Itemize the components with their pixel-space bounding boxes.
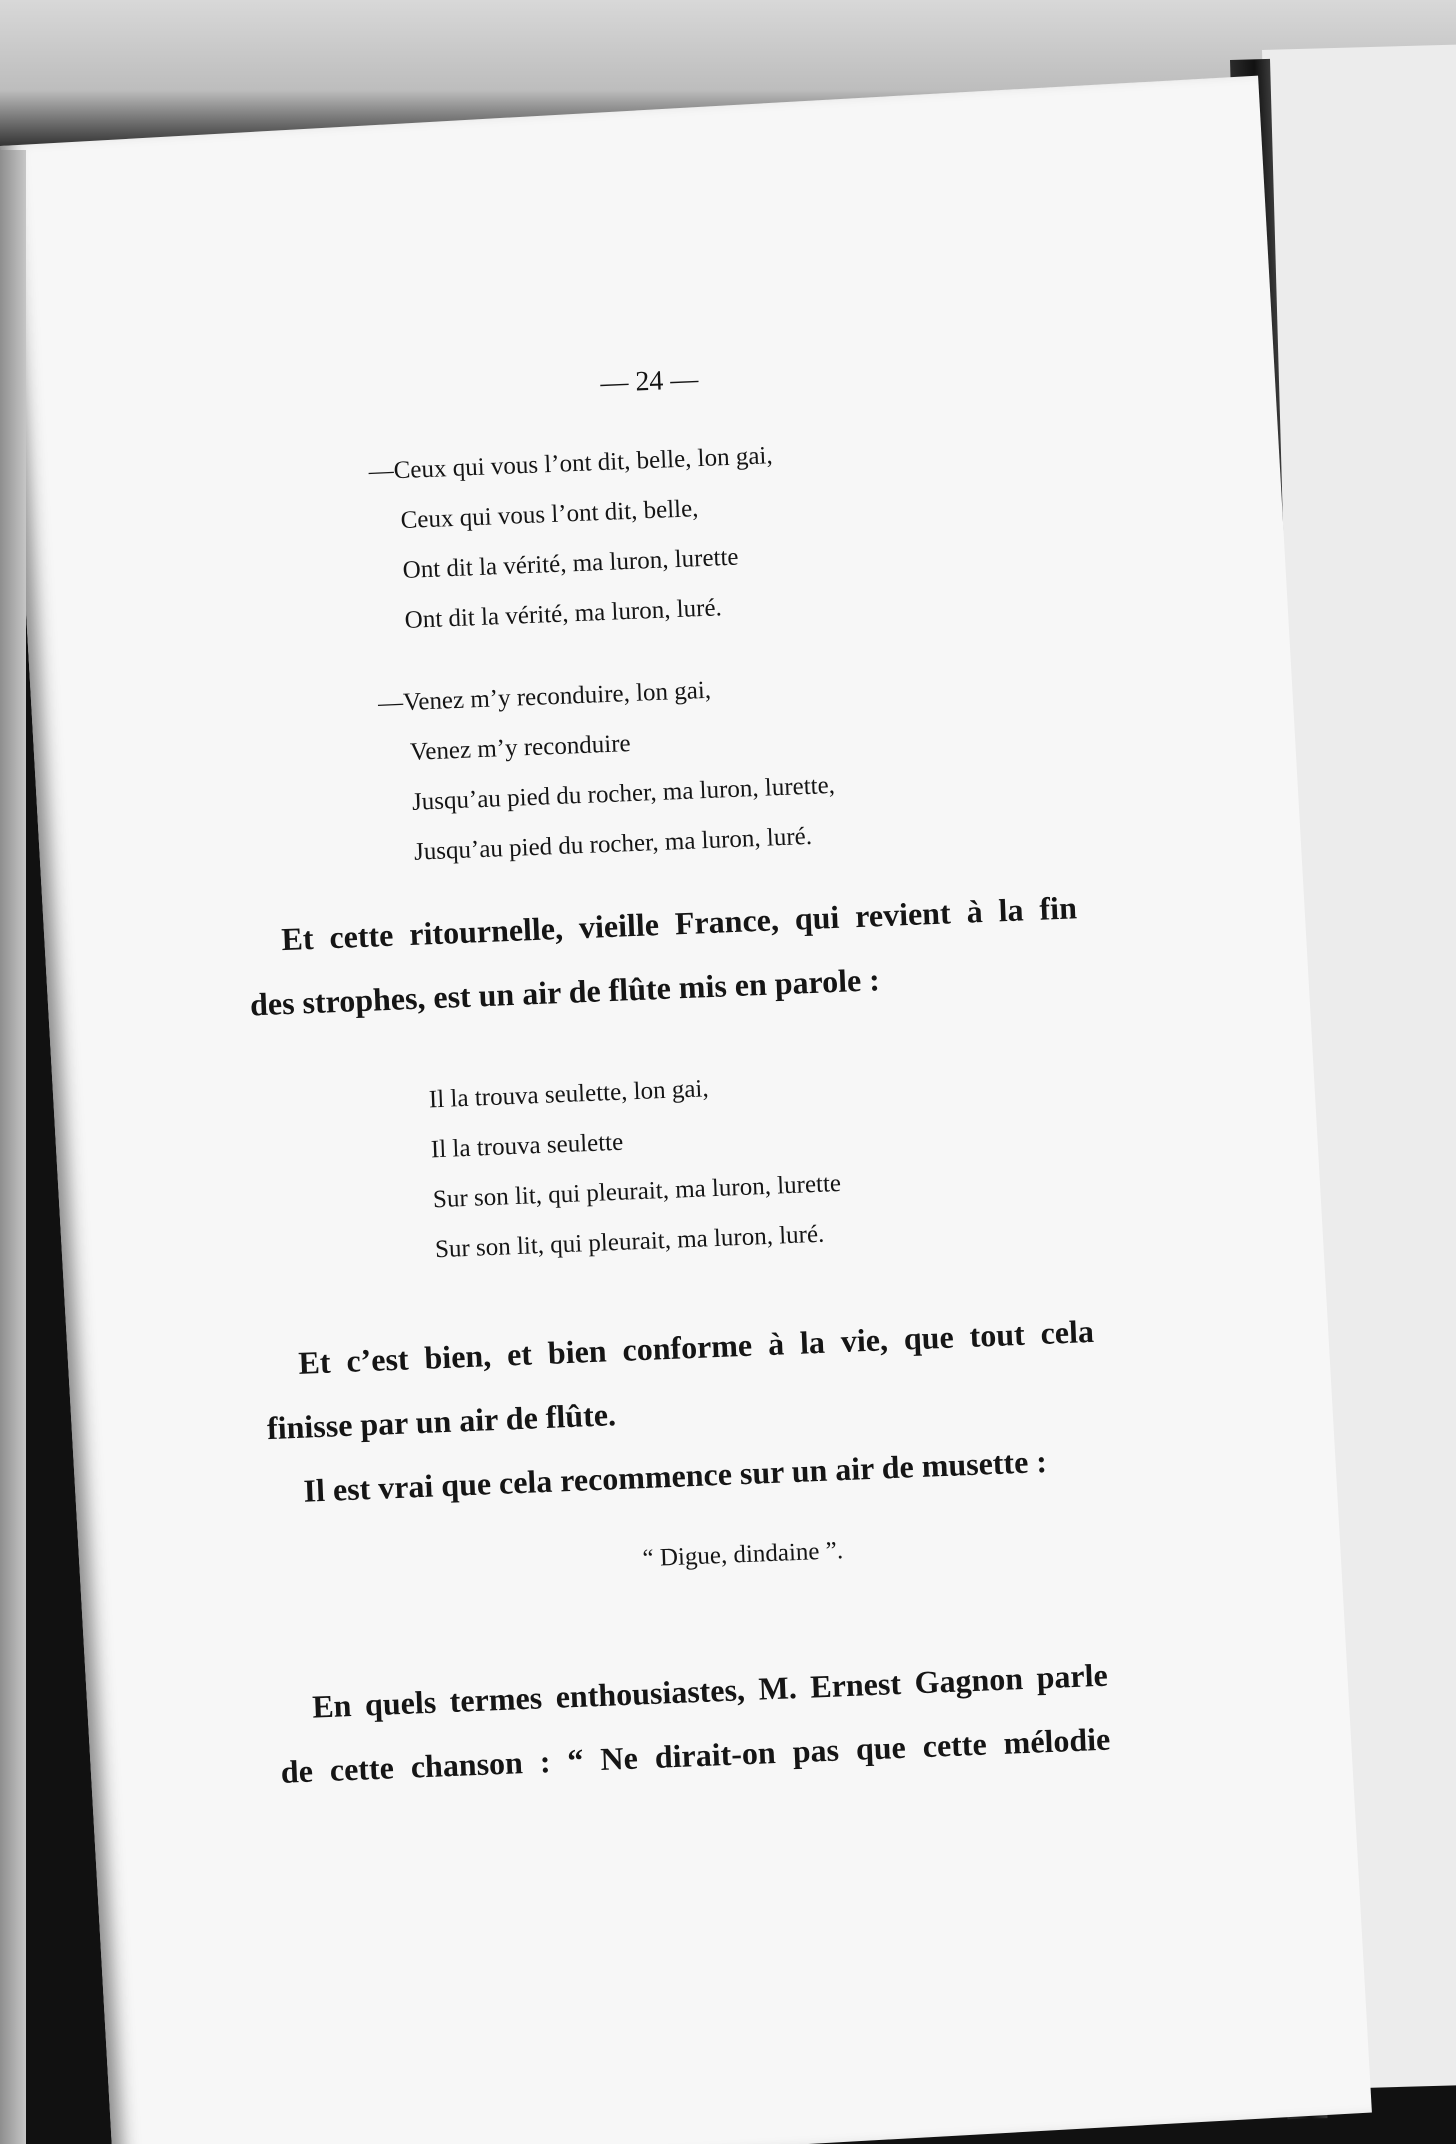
text-line: Et cette ritournelle, vieille France, qui revient à la fin — [280, 889, 1078, 958]
text-line: En quels termes enthousiastes, M. Ernest Gagnon parle — [311, 1656, 1109, 1725]
verse-line: —Venez m’y reconduire, lon gai, — [377, 676, 712, 718]
text-line: Et c’est bien, et bien conforme à la vie, que tout cela — [297, 1312, 1095, 1381]
text-line: finisse par un air de flûte. — [266, 1396, 617, 1447]
verse-line: —Ceux qui vous l’ont dit, belle, lon gai, — [368, 442, 774, 486]
stanza-3 — [428, 1059, 844, 1275]
verse-line: Sur son lit, qui pleurait, ma luron, lurette — [432, 1169, 842, 1214]
page-number: — 24 — — [599, 364, 699, 399]
stanza-2 — [377, 661, 838, 879]
verse-line: Il la trouva seulette, lon gai, — [428, 1075, 710, 1114]
verse-line: Ont dit la vérité, ma luron, luré. — [404, 594, 723, 634]
stanza-1 — [368, 431, 780, 647]
verse-line: Il la trouva seulette — [430, 1128, 624, 1164]
text-line: de cette chanson : “ Ne dirait-on pas que cette mélodie — [280, 1720, 1111, 1790]
paragraph-2 — [263, 1299, 1100, 1524]
page-edge — [0, 150, 26, 2144]
text-line: des strophes, est un air de flûte mis en parole : — [249, 961, 881, 1023]
text-line: Il est vrai que cela recommence sur un air de musette : — [302, 1442, 1048, 1509]
verse-line: Jusqu’au pied du rocher, ma luron, luré. — [413, 822, 813, 866]
verse-line: Ceux qui vous l’ont dit, belle, — [400, 495, 699, 535]
verse-line: Jusqu’au pied du rocher, ma luron, lurette, — [411, 771, 836, 816]
verse-line: Ont dit la vérité, ma luron, lurette — [402, 543, 740, 585]
verse-line: Venez m’y reconduire — [409, 730, 632, 766]
quoted-refrain: “ Digue, dindaine ”. — [642, 1537, 844, 1573]
verse-line: Sur son lit, qui pleurait, ma luron, luré. — [434, 1220, 825, 1264]
